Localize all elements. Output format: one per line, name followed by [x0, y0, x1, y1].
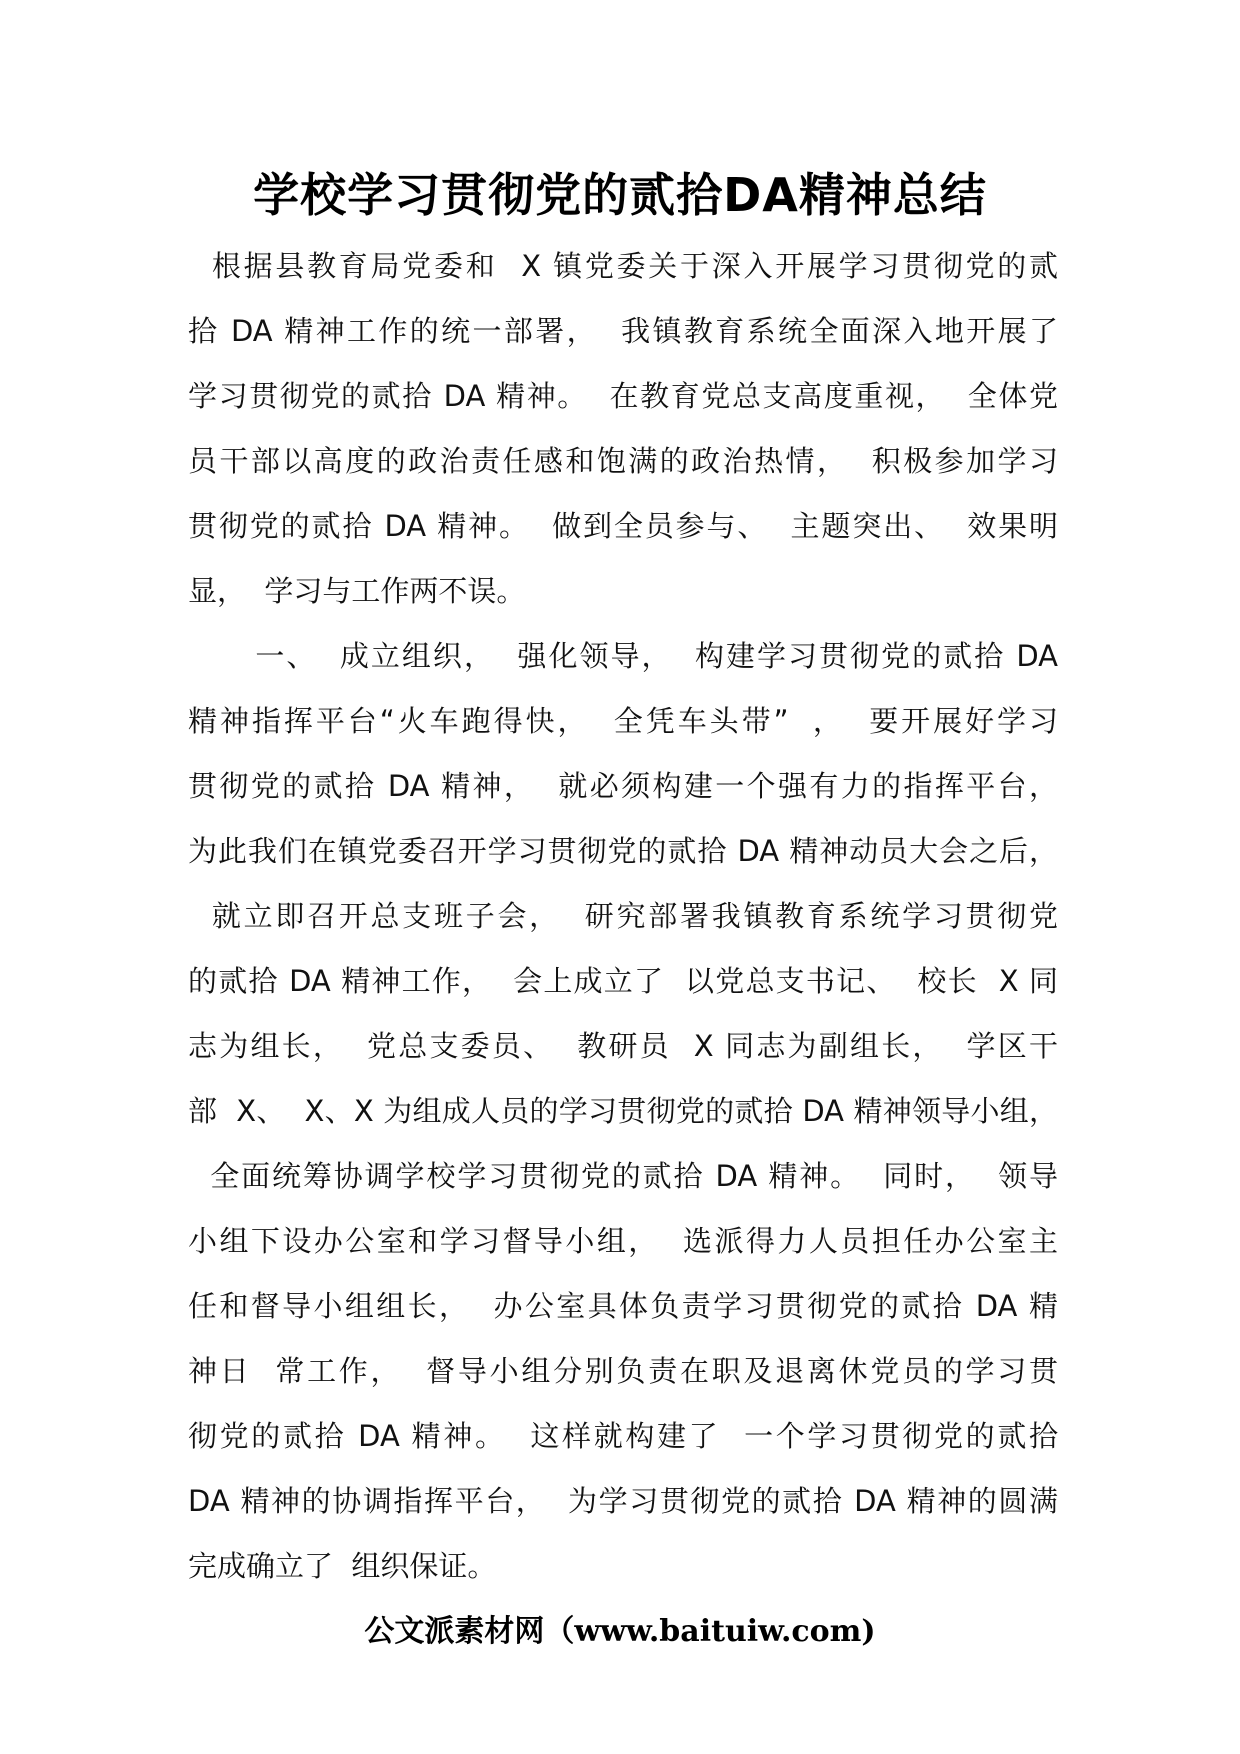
body-line: 部 X、 X、X 为组成人员的学习贯彻党的贰拾 DA 精神领导小组，	[188, 1094, 1058, 1128]
body-line: 为此我们在镇党委召开学习贯彻党的贰拾 DA 精神动员大会之后，	[188, 834, 1058, 868]
body-line: 完成确立了 组织保证。	[188, 1549, 497, 1583]
body-line: 全面统筹协调学校学习贯彻党的贰拾 DA 精神。 同时， 领导	[188, 1159, 1058, 1193]
body-line: 志为组长， 党总支委员、 教研员 X 同志为副组长， 学区干	[188, 1029, 1058, 1063]
body-line: 贯彻党的贰拾 DA 精神。 做到全员参与、 主题突出、 效果明	[188, 509, 1058, 543]
body-line: 显， 学习与工作两不误。	[188, 574, 526, 608]
body-line: 精神指挥平台“火车跑得快， 全凭车头带” ， 要开展好学习	[188, 704, 1058, 738]
body-line: 的贰拾 DA 精神工作， 会上成立了 以党总支书记、 校长 X 同	[188, 964, 1058, 998]
footer-source-link: 公文派素材网（www.baituiw.com)	[364, 1614, 876, 1649]
body-line: 神日 常工作， 督导小组分别负责在职及退离休党员的学习贯	[188, 1354, 1058, 1388]
body-line: 就立即召开总支班子会， 研究部署我镇教育系统学习贯彻党	[188, 899, 1058, 933]
body-line: 小组下设办公室和学习督导小组， 选派得力人员担任办公室主	[188, 1224, 1058, 1258]
document-title: 学校学习贯彻党的贰拾DA精神总结	[253, 168, 987, 222]
body-line: DA 精神的协调指挥平台， 为学习贯彻党的贰拾 DA 精神的圆满	[188, 1484, 1058, 1518]
body-line: 根据县教育局党委和 X 镇党委关于深入开展学习贯彻党的贰	[188, 249, 1058, 283]
body-line: 贯彻党的贰拾 DA 精神， 就必须构建一个强有力的指挥平台，	[188, 769, 1058, 803]
body-line: 一、 成立组织， 强化领导， 构建学习贯彻党的贰拾 DA	[188, 639, 1058, 673]
body-line: 任和督导小组组长， 办公室具体负责学习贯彻党的贰拾 DA 精	[188, 1289, 1058, 1323]
body-line: 彻党的贰拾 DA 精神。 这样就构建了 一个学习贯彻党的贰拾	[188, 1419, 1058, 1453]
body-line: 学习贯彻党的贰拾 DA 精神。 在教育党总支高度重视， 全体党	[188, 379, 1058, 413]
document-body	[188, 234, 1058, 1599]
body-line: 拾 DA 精神工作的统一部署， 我镇教育系统全面深入地开展了	[188, 314, 1058, 348]
body-line: 员干部以高度的政治责任感和饱满的政治热情， 积极参加学习	[188, 444, 1058, 478]
